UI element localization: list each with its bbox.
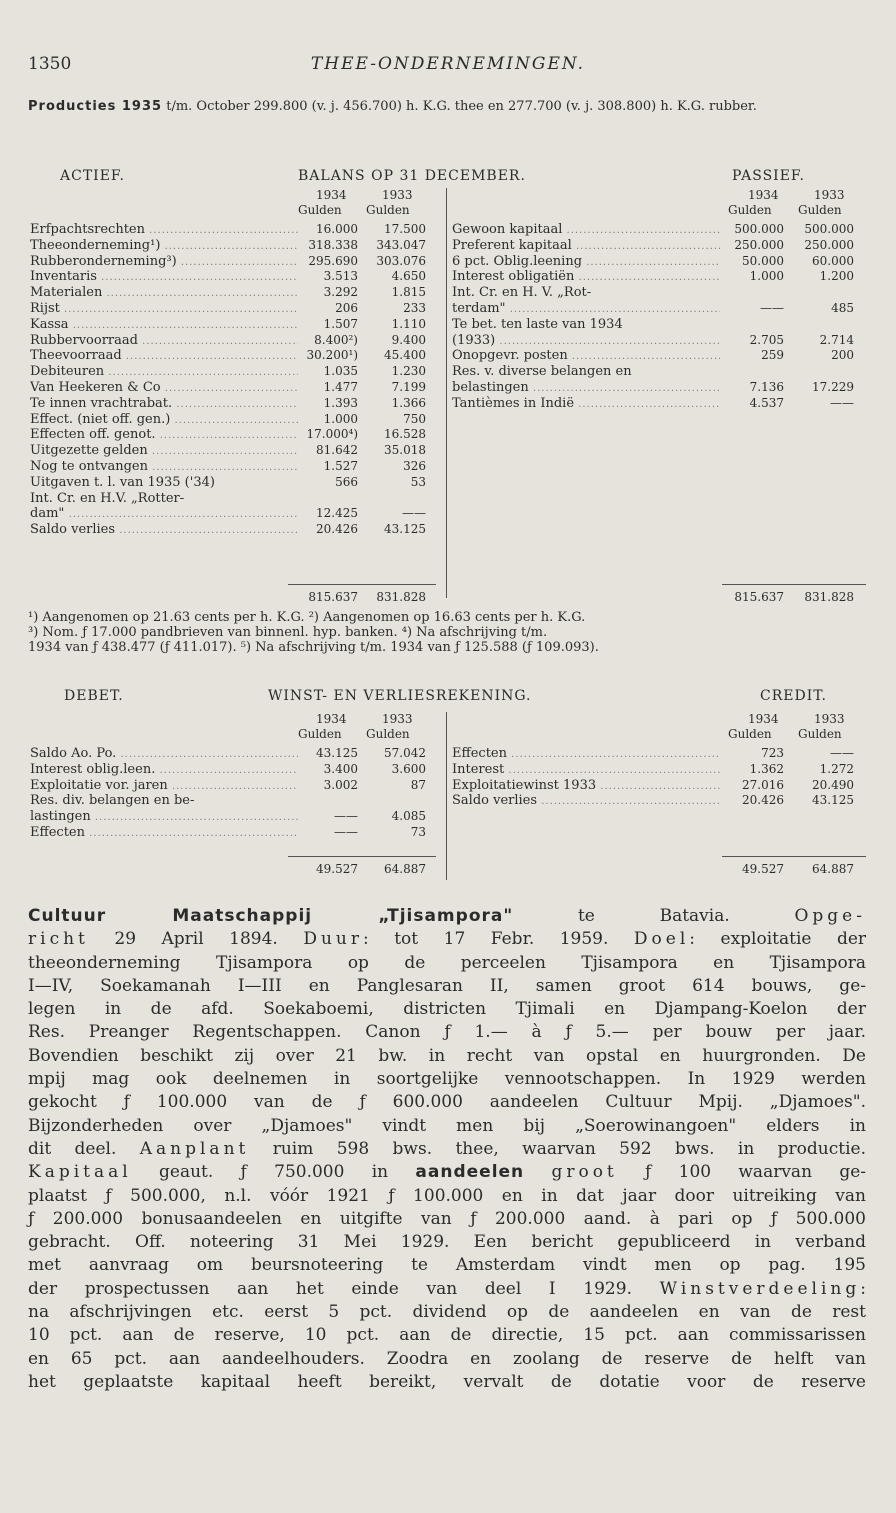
table-row <box>30 491 442 507</box>
value-1933: 3.600 <box>391 761 426 776</box>
running-title: THEE-ONDERNEMINGEN. <box>310 54 586 74</box>
value-1934: 30.200¹) <box>306 348 358 363</box>
value-1933: 485 <box>831 300 854 315</box>
winst-debet-header <box>298 712 438 744</box>
row-label: Theeonderneming¹) ..... <box>30 238 298 255</box>
value-1933: 1.366 <box>391 395 426 410</box>
text-segment: Duur <box>303 929 363 950</box>
table-row <box>30 793 442 809</box>
value-1934: 250.000 <box>734 237 784 252</box>
value-1933: 200 <box>831 348 854 363</box>
row-label: Effecten ..... <box>452 746 720 763</box>
credit-total-1934: 49.527 <box>742 862 784 876</box>
row-label: (1933) ..... <box>452 333 720 350</box>
text-segment: Aanplant <box>139 1138 250 1159</box>
balans-left-title: ACTIEF. <box>60 168 125 184</box>
text-line <box>28 1231 866 1254</box>
row-label: Uitgaven t. l. van 1935 ('34) <box>30 474 215 490</box>
footnote-line: ¹) Aangenomen op 21.63 cents per h. K.G. ²) Aangenomen op 16.63 cents per h. K.G. <box>28 610 586 625</box>
actief-total-row <box>30 590 442 606</box>
value-1934: 3.513 <box>323 269 358 284</box>
page-number: 1350 <box>28 54 72 74</box>
value-1933: —— <box>830 746 854 760</box>
row-label: terdam" ..... <box>452 301 720 318</box>
year-header: 1933 <box>814 712 845 726</box>
footnotes <box>28 610 868 655</box>
table-row <box>30 427 442 443</box>
value-1933: 9.400 <box>391 332 426 347</box>
unit-header: Gulden <box>298 203 342 217</box>
value-1934: 1.507 <box>323 316 358 331</box>
text-line <box>28 1068 866 1091</box>
credit-total-1933: 64.887 <box>812 862 854 876</box>
value-1934: 259 <box>761 348 784 363</box>
value-1933: 87 <box>410 777 426 792</box>
credit-table <box>452 746 864 809</box>
footnote-line: ³) Nom. ƒ 17.000 pandbrieven van binnenl. hyp. banken. ⁴) Na afschrijving t/m. <box>28 625 548 640</box>
row-label: Saldo verlies ..... <box>452 793 720 810</box>
text-segment: Opge- <box>794 906 866 926</box>
value-1933: —— <box>830 395 854 410</box>
row-label: dam" ..... <box>30 506 298 523</box>
unit-header: Gulden <box>366 727 410 741</box>
row-label: Saldo verlies ..... <box>30 522 298 539</box>
row-label: Preferent kapitaal ..... <box>452 238 720 255</box>
debet-total-1934: 49.527 <box>316 862 358 876</box>
winst-right-title: CREDIT. <box>760 688 827 704</box>
value-1933: 1.230 <box>391 364 426 379</box>
text-segment: ruim 598 bws. thee, waarvan 592 bws. in productie. <box>249 1138 866 1159</box>
winst-center-title: WINST- EN VERLIESREKENING. <box>268 688 532 704</box>
text-line <box>28 1021 866 1044</box>
value-1934: 318.338 <box>308 237 358 252</box>
value-1933: 16.528 <box>384 427 426 442</box>
text-line <box>28 1208 866 1231</box>
table-row <box>452 762 864 778</box>
value-1933: 43.125 <box>384 522 426 537</box>
table-row <box>30 746 442 762</box>
text-segment: plaatst ƒ 500.000, n.l. vóór 1921 ƒ 100.000 en in dat jaar door uitreiking van <box>28 1185 866 1206</box>
value-1933: 1.110 <box>391 316 426 331</box>
year-header: 1934 <box>316 188 347 202</box>
company-description <box>28 905 866 1394</box>
text-segment: Bijzonderheden over „Djamoes" vindt men bij „Soerowinangoen" elders in <box>28 1115 866 1136</box>
value-1934: 1.527 <box>323 458 358 473</box>
row-label: Interest oblig.leen. ..... <box>30 762 298 779</box>
text-line <box>28 1161 866 1184</box>
value-1934: 4.537 <box>749 395 784 410</box>
text-segment: richt <box>28 929 89 950</box>
row-label: Interest ..... <box>452 762 720 779</box>
row-label: Effecten ..... <box>30 825 298 842</box>
table-row <box>30 348 442 364</box>
text-line <box>28 1138 866 1161</box>
year-header: 1933 <box>382 188 413 202</box>
row-label: Saldo Ao. Po. ..... <box>30 746 298 763</box>
value-1933: 17.229 <box>812 379 854 394</box>
text-line <box>28 1348 866 1371</box>
text-segment: Winstverdeeling <box>659 1278 861 1299</box>
table-row <box>30 443 442 459</box>
value-1934: 3.292 <box>323 285 358 300</box>
actief-table <box>30 222 442 538</box>
value-1933: 7.199 <box>391 379 426 394</box>
debet-total-1933: 64.887 <box>384 862 426 876</box>
balans-divider <box>446 188 447 598</box>
table-row <box>452 778 864 794</box>
row-label: Rubbervoorraad ..... <box>30 333 298 350</box>
table-row <box>452 746 864 762</box>
text-segment: Kapitaal <box>28 1162 132 1183</box>
value-1934: 723 <box>761 746 784 760</box>
row-label: Int. Cr. en H.V. „Rotter- <box>30 490 185 506</box>
row-label: Te innen vrachtrabat. ..... <box>30 396 298 413</box>
value-1934: 3.400 <box>323 761 358 776</box>
unit-header: Gulden <box>728 727 772 741</box>
row-label: Tantièmes in Indië ..... <box>452 396 720 413</box>
total-rule <box>288 856 436 857</box>
table-row <box>30 380 442 396</box>
value-1933: 1.272 <box>819 761 854 776</box>
row-label: Kassa ..... <box>30 317 298 334</box>
row-label: Erfpachtsrechten ..... <box>30 222 298 239</box>
value-1933: 4.085 <box>391 809 426 824</box>
debet-table <box>30 746 442 841</box>
value-1933: 326 <box>403 458 426 473</box>
value-1934: 43.125 <box>316 746 358 760</box>
text-segment: ƒ 100 waarvan ge- <box>617 1162 867 1183</box>
footnote-line: 1934 van ƒ 438.477 (ƒ 411.017). ⁵) Na afschrijving t/m. 1934 van ƒ 125.588 (ƒ 109.093). <box>28 640 599 655</box>
row-label: lastingen ..... <box>30 809 298 826</box>
row-label: Exploitatie vor. jaren ..... <box>30 778 298 795</box>
passief-table <box>452 222 864 412</box>
value-1934: 1.477 <box>323 379 358 394</box>
winst-divider <box>446 712 447 880</box>
row-label: Theevoorraad ..... <box>30 348 298 365</box>
row-label: Te bet. ten laste van 1934 <box>452 316 623 332</box>
value-1933: 500.000 <box>804 222 854 236</box>
value-1934: —— <box>334 824 358 839</box>
row-label: Interest obligatiën ..... <box>452 269 720 286</box>
value-1933: 53 <box>410 474 426 489</box>
table-row <box>30 522 442 538</box>
text-line <box>28 1115 866 1138</box>
text-line <box>28 1371 866 1394</box>
text-segment: theeonderneming Tjisampora op de perceelen Tjisampora en Tjisampora <box>28 952 866 973</box>
value-1933: 45.400 <box>384 348 426 363</box>
text-segment: met aanvraag om beursnoteering te Amsterdam vindt men op pag. 195 <box>28 1255 866 1276</box>
value-1934: 1.393 <box>323 395 358 410</box>
table-row <box>30 778 442 794</box>
winst-left-title: DEBET. <box>64 688 124 704</box>
balans-passief-header <box>728 188 868 220</box>
table-row <box>452 793 864 809</box>
text-line <box>28 975 866 998</box>
table-row <box>30 809 442 825</box>
value-1933: 73 <box>410 824 426 839</box>
value-1933: 1.815 <box>391 285 426 300</box>
table-row <box>452 269 864 285</box>
row-label: Rubberonderneming³) ..... <box>30 254 298 271</box>
year-header: 1933 <box>382 712 413 726</box>
text-segment: mpij mag ook deelnemen in soortgelijke vennootschappen. In 1929 werden <box>28 1069 866 1090</box>
winst-credit-header <box>728 712 868 744</box>
value-1934: 81.642 <box>316 443 358 458</box>
table-row <box>452 222 864 238</box>
row-label: Res. div. belangen en be- <box>30 793 195 809</box>
productie-text: t/m. October 299.800 (v. j. 456.700) h. K.G. thee en 277.700 (v. j. 308.800) h. K.G. rubber. <box>166 99 757 114</box>
value-1933: 303.076 <box>376 253 426 268</box>
table-row <box>30 506 442 522</box>
text-segment: I—IV, Soekamanah I—III en Panglesaran II, samen groot 614 bouws, ge- <box>28 975 866 996</box>
text-line <box>28 1301 866 1324</box>
text-segment: het geplaatste kapitaal heeft bereikt, vervalt de dotatie voor de reserve <box>28 1371 866 1392</box>
value-1934: 8.400²) <box>314 332 358 347</box>
year-header: 1934 <box>316 712 347 726</box>
table-row <box>452 238 864 254</box>
actief-total-1933: 831.828 <box>376 590 426 604</box>
value-1934: 27.016 <box>742 777 784 792</box>
value-1934: —— <box>334 809 358 824</box>
value-1933: 750 <box>403 411 426 426</box>
text-segment: na afschrijvingen etc. eerst 5 pct. dividend op de aandeelen en van de rest <box>28 1302 866 1323</box>
value-1934: 1.035 <box>323 364 358 379</box>
row-label: Inventaris ..... <box>30 269 298 286</box>
text-segment: te Batavia. <box>513 906 795 926</box>
text-segment: 29 April 1894. <box>88 929 304 950</box>
table-row <box>30 238 442 254</box>
table-row <box>30 285 442 301</box>
table-row <box>452 333 864 349</box>
row-label: Int. Cr. en H. V. „Rot- <box>452 285 592 301</box>
text-line <box>28 998 866 1021</box>
value-1933: 233 <box>403 300 426 315</box>
total-rule <box>722 856 866 857</box>
text-segment: Bovendien beschikt zij over 21 bw. in recht van opstal en huurgronden. De <box>28 1045 866 1066</box>
text-segment: aandeelen <box>415 1162 525 1183</box>
table-row <box>30 825 442 841</box>
text-segment: : <box>860 1278 866 1299</box>
row-label: Effect. (niet off. gen.) ..... <box>30 412 298 429</box>
total-rule <box>288 584 436 585</box>
unit-header: Gulden <box>798 203 842 217</box>
text-segment: Doel <box>633 929 690 950</box>
text-line <box>28 1091 866 1114</box>
table-row <box>452 301 864 317</box>
text-segment: en 65 pct. aan aandeelhouders. Zoodra en zoolang de reserve de helft van <box>28 1348 866 1369</box>
value-1934: 566 <box>335 474 358 489</box>
text-line <box>28 1324 866 1347</box>
balans-titles <box>28 168 868 188</box>
value-1934: 16.000 <box>316 222 358 236</box>
text-segment: Cultuur Maatschappij „Tjisampora" <box>28 906 514 926</box>
value-1934: 2.705 <box>749 332 784 347</box>
unit-header: Gulden <box>728 203 772 217</box>
table-row <box>30 317 442 333</box>
value-1934: 295.690 <box>308 253 358 268</box>
value-1934: 17.000⁴) <box>306 427 358 442</box>
value-1934: 20.426 <box>316 522 358 537</box>
text-segment: 10 pct. aan de reserve, 10 pct. aan de directie, 15 pct. aan commissarissen <box>28 1325 866 1346</box>
value-1934: 50.000 <box>742 253 784 268</box>
actief-total-1934: 815.637 <box>308 590 358 604</box>
row-label: Debiteuren ..... <box>30 364 298 381</box>
table-row <box>452 285 864 301</box>
unit-header: Gulden <box>298 727 342 741</box>
table-row <box>30 475 442 491</box>
row-label: Nog te ontvangen ..... <box>30 459 298 476</box>
row-label: Gewoon kapitaal ..... <box>452 222 720 239</box>
value-1933: 57.042 <box>384 746 426 760</box>
value-1934: 1.000 <box>323 411 358 426</box>
table-row <box>452 364 864 380</box>
row-label: Exploitatiewinst 1933 ..... <box>452 778 720 795</box>
table-row <box>452 317 864 333</box>
value-1934: 206 <box>335 300 358 315</box>
credit-total-row <box>452 862 864 878</box>
table-row <box>452 348 864 364</box>
value-1933: 20.490 <box>812 777 854 792</box>
text-segment: : tot 17 Febr. 1959. <box>363 929 634 950</box>
value-1934: 1.362 <box>749 761 784 776</box>
productie-label: Producties 1935 <box>28 99 163 114</box>
unit-header: Gulden <box>366 203 410 217</box>
table-row <box>30 269 442 285</box>
table-row <box>30 396 442 412</box>
text-line <box>28 1185 866 1208</box>
value-1934: 1.000 <box>749 269 784 284</box>
text-line <box>28 1254 866 1277</box>
table-row <box>30 301 442 317</box>
table-row <box>30 222 442 238</box>
value-1933: 343.047 <box>376 237 426 252</box>
balans-actief-header <box>298 188 438 220</box>
unit-header: Gulden <box>798 727 842 741</box>
productie-paragraph <box>28 98 866 115</box>
row-label: 6 pct. Oblig.leening ..... <box>452 254 720 271</box>
value-1933: —— <box>402 506 426 521</box>
balans-right-title: PASSIEF. <box>732 168 805 184</box>
winst-titles <box>28 688 868 708</box>
value-1934: —— <box>760 300 784 315</box>
value-1934: 7.136 <box>749 379 784 394</box>
row-label: Effecten off. genot. ..... <box>30 427 298 444</box>
value-1934: 20.426 <box>742 793 784 808</box>
text-segment: gebracht. Off. noteering 31 Mei 1929. Een bericht gepubliceerd in verband <box>28 1232 866 1253</box>
value-1933: 60.000 <box>812 253 854 268</box>
passief-total-row <box>452 590 864 606</box>
row-label: belastingen ..... <box>452 380 720 397</box>
passief-total-1934: 815.637 <box>734 590 784 604</box>
value-1933: 17.500 <box>384 222 426 236</box>
text-segment: geaut. ƒ 750.000 in <box>131 1162 416 1183</box>
text-segment: gekocht ƒ 100.000 van de ƒ 600.000 aandeelen Cultuur Mpij. „Djamoes". <box>28 1092 866 1113</box>
value-1933: 250.000 <box>804 237 854 252</box>
table-row <box>452 254 864 270</box>
year-header: 1933 <box>814 188 845 202</box>
table-row <box>452 396 864 412</box>
value-1934: 12.425 <box>316 506 358 521</box>
table-row <box>30 459 442 475</box>
row-label: Van Heekeren & Co ..... <box>30 380 298 397</box>
table-row <box>30 254 442 270</box>
value-1933: 1.200 <box>819 269 854 284</box>
total-rule <box>722 584 866 585</box>
text-segment <box>524 1162 551 1182</box>
debet-total-row <box>30 862 442 878</box>
text-line <box>28 1278 866 1301</box>
passief-total-1933: 831.828 <box>804 590 854 604</box>
row-label: Materialen ..... <box>30 285 298 302</box>
table-row <box>30 412 442 428</box>
text-line <box>28 952 866 975</box>
table-row <box>30 333 442 349</box>
text-line <box>28 905 866 928</box>
text-line <box>28 928 866 951</box>
text-segment: Res. Preanger Regentschappen. Canon ƒ 1.— à ƒ 5.— per bouw per jaar. <box>28 1022 866 1043</box>
value-1933: 43.125 <box>812 793 854 808</box>
text-line <box>28 1045 866 1068</box>
table-row <box>452 380 864 396</box>
row-label: Res. v. diverse belangen en <box>452 364 632 380</box>
row-label: Rijst ..... <box>30 301 298 318</box>
text-segment: der prospectussen aan het einde van deel I 1929. <box>28 1278 660 1299</box>
row-label: Onopgevr. posten ..... <box>452 348 720 365</box>
text-segment: legen in de afd. Soekaboemi, districten Tjimali en Djampang-Koelon der <box>28 999 866 1020</box>
text-segment: ƒ 200.000 bonusaandeelen en uitgifte van ƒ 200.000 aand. à pari op ƒ 500.000 <box>28 1208 866 1229</box>
text-segment: groot <box>551 1162 618 1183</box>
year-header: 1934 <box>748 712 779 726</box>
running-head <box>28 54 868 78</box>
year-header: 1934 <box>748 188 779 202</box>
table-row <box>30 762 442 778</box>
text-segment: : exploitatie der <box>689 929 867 950</box>
value-1934: 500.000 <box>734 222 784 236</box>
text-segment: dit deel. <box>28 1138 140 1159</box>
value-1933: 35.018 <box>384 443 426 458</box>
value-1934: 3.002 <box>323 777 358 792</box>
row-label: Uitgezette gelden ..... <box>30 443 298 460</box>
value-1933: 2.714 <box>819 332 854 347</box>
table-row <box>30 364 442 380</box>
balans-center-title: BALANS OP 31 DECEMBER. <box>298 168 526 184</box>
value-1933: 4.650 <box>391 269 426 284</box>
